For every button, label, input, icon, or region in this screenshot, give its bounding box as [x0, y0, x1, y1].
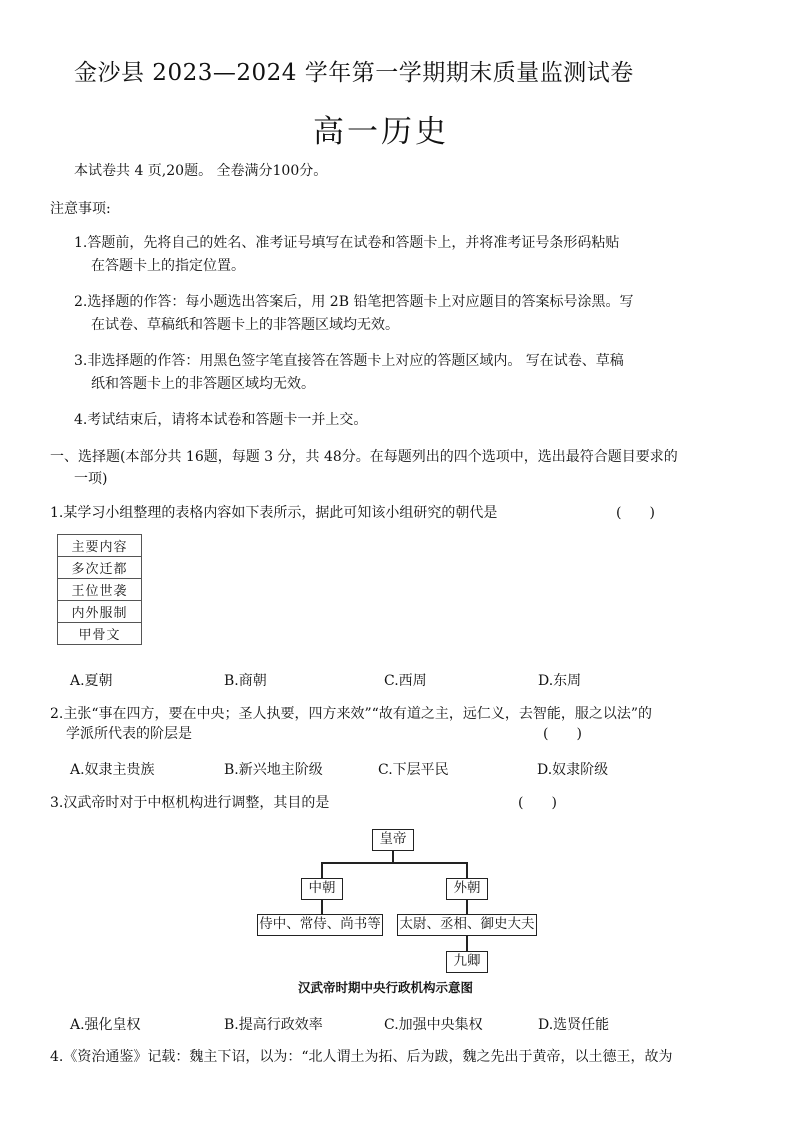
notice-item-1-cont: 在答题卡上的指定位置。 — [91, 258, 245, 274]
q3-option-d: D.选贤任能 — [538, 1017, 610, 1033]
q2-option-a: A.奴隶主贵族 — [70, 762, 155, 778]
q1-option-a: A.夏朝 — [70, 673, 113, 689]
notice-item-3: 3.非选择题的作答：用黑色签字笔直接答在答题卡上对应的答题区域内。 写在试卷、草稿 — [74, 353, 624, 369]
q2-answer-blank: ( ) — [543, 726, 582, 742]
connector-line — [466, 899, 468, 914]
diagram-caption: 汉武帝时期中央行政机构示意图 — [298, 980, 474, 995]
q3-option-a: A.强化皇权 — [70, 1017, 141, 1033]
q3-option-b: B.提高行政效率 — [224, 1017, 323, 1033]
q2-stem: 2.主张“事在四方，要在中央；圣人执要，四方来效”“故有道之主，远仁义，去智能，服之以法”的 — [50, 706, 652, 722]
table-cell: 王位世袭 — [58, 579, 142, 601]
section-heading-cont: 一项) — [74, 471, 108, 487]
q2-stem-cont: 学派所代表的阶层是 — [66, 726, 192, 742]
q4-stem: 4.《资治通鉴》记载：魏主下诏，以为：“北人谓土为拓、后为跋，魏之先出于黄帝，以土德王，故为 — [50, 1049, 673, 1065]
q1-option-b: B.商朝 — [224, 673, 267, 689]
connector-line — [321, 899, 323, 914]
q3-stem: 3.汉武帝时对于中枢机构进行调整，其目的是 — [50, 795, 330, 811]
notice-item-1: 1.答题前，先将自己的姓名、准考证号填写在试卷和答题卡上，并将准考证号条形码粘贴 — [74, 235, 620, 251]
q2-option-d: D.奴隶阶级 — [537, 762, 609, 778]
q1-option-c: C.西周 — [384, 673, 427, 689]
table-cell: 内外服制 — [58, 601, 142, 623]
q1-content-table — [57, 534, 142, 645]
diagram-inner-members-box: 侍中、常侍、尚书等 — [257, 914, 383, 936]
q1-stem: 1.某学习小组整理的表格内容如下表所示，据此可知该小组研究的朝代是 — [50, 505, 498, 521]
q2-option-c: C.下层平民 — [378, 762, 449, 778]
q1-option-d: D.东周 — [538, 673, 582, 689]
diagram-outer-court-box: 外朝 — [446, 878, 488, 900]
exam-intro: 本试卷共 4 页,20题。 全卷满分100分。 — [74, 163, 328, 179]
connector-line — [321, 862, 467, 864]
connector-line — [466, 935, 468, 951]
notice-item-4: 4.考试结束后，请将本试卷和答题卡一并上交。 — [74, 412, 368, 428]
notice-heading: 注意事项: — [50, 201, 111, 217]
q3-option-c: C.加强中央集权 — [384, 1017, 483, 1033]
q3-answer-blank: ( ) — [518, 795, 557, 811]
table-cell: 多次迁都 — [58, 557, 142, 579]
q1-answer-blank: ( ) — [616, 505, 655, 521]
q2-option-b: B.新兴地主阶级 — [224, 762, 323, 778]
connector-line — [466, 862, 468, 878]
diagram-ministers-box: 九卿 — [446, 951, 488, 973]
notice-item-3-cont: 纸和答题卡上的非答题区域均无效。 — [91, 376, 315, 392]
table-cell: 甲骨文 — [58, 623, 142, 645]
subject-title: 高一历史 — [313, 114, 449, 150]
diagram-outer-members-box: 太尉、丞相、御史大夫 — [397, 914, 537, 936]
table-cell: 主要内容 — [58, 535, 142, 557]
diagram-emperor-box: 皇帝 — [372, 829, 414, 851]
section-heading: 一、选择题(本部分共 16题，每题 3 分，共 48分。在每题列出的四个选项中，选出最符合题目要求的 — [50, 449, 678, 465]
connector-line — [321, 862, 323, 878]
notice-item-2: 2.选择题的作答：每小题选出答案后，用 2B 铅笔把答题卡上对应题目的答案标号涂黑。写 — [74, 294, 634, 310]
notice-item-2-cont: 在试卷、草稿纸和答题卡上的非答题区域均无效。 — [91, 317, 399, 333]
diagram-inner-court-box: 中朝 — [301, 878, 343, 900]
exam-title: 金沙县 2023—2024 学年第一学期期末质量监测试卷 — [74, 60, 634, 86]
